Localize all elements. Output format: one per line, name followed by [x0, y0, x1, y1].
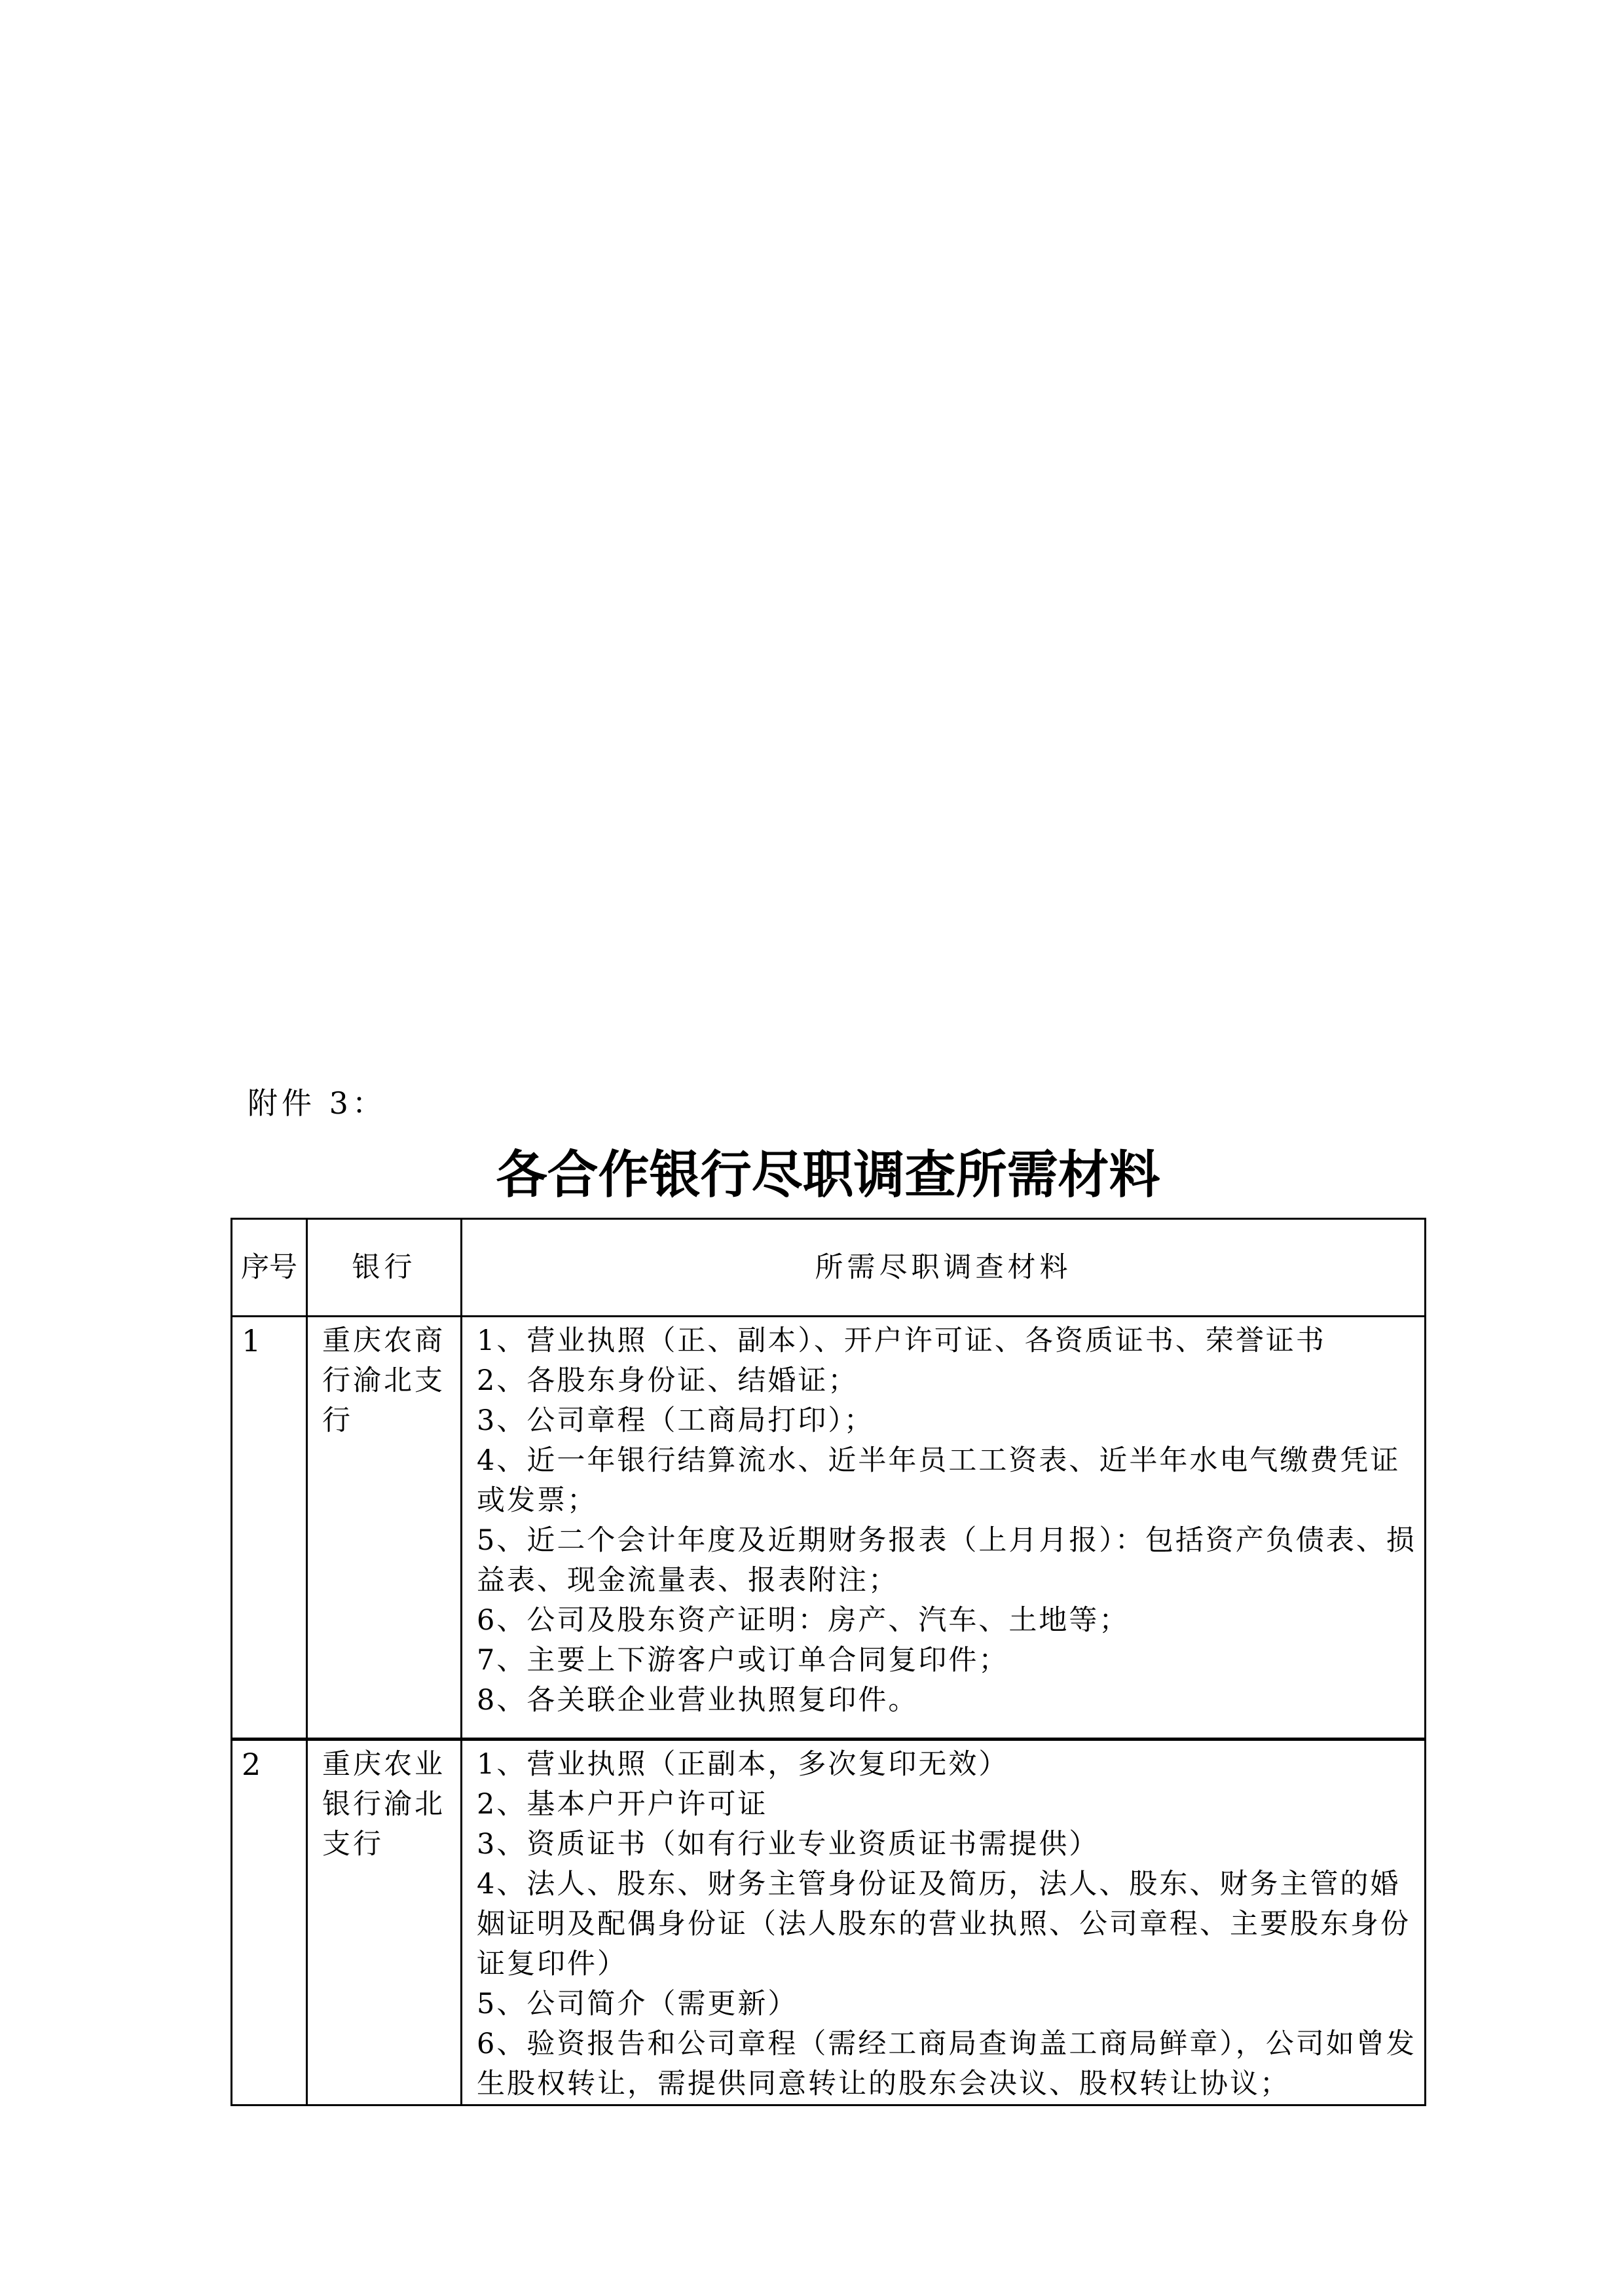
material-item: 3、公司章程（工商局打印）；: [477, 1404, 874, 1437]
attachment-label: 附件 3：: [248, 1085, 386, 1121]
material-item: 8、各关联企业营业执照复印件。: [477, 1684, 919, 1717]
material-item: 3、资质证书（如有行业专业资质证书需提供）: [477, 1828, 1099, 1861]
header-materials: 所需尽职调查材料: [462, 1219, 1426, 1317]
row-seq: 2: [232, 1740, 307, 2105]
header-seq: 序号: [232, 1219, 307, 1317]
material-item: 2、各股东身份证、结婚证；: [477, 1364, 858, 1397]
material-item: 6、验资报告和公司章程（需经工商局查询盖工商局鲜章），公司如曾发生股权转让，需提供同意转让的股东会决议、股权转让协议；: [477, 2028, 1416, 2100]
due-diligence-materials-table: [231, 1218, 1426, 2106]
table-header-row: [232, 1219, 1426, 1317]
table-row: [232, 1317, 1426, 1740]
document-title: 各合作银行尽职调查所需材料: [496, 1146, 1160, 1205]
material-item: 2、基本户开户许可证: [477, 1788, 768, 1821]
header-bank: 银行: [307, 1219, 462, 1317]
material-item: 1、营业执照（正、副本）、开户许可证、各资质证书、荣誉证书: [477, 1324, 1326, 1357]
material-item: 5、公司简介（需更新）: [477, 1988, 798, 2020]
row-bank: 重庆农业银行渝北支行: [307, 1740, 462, 2105]
row-materials: [462, 1740, 1426, 2105]
material-item: 5、近二个会计年度及近期财务报表（上月月报）：包括资产负债表、损益表、现金流量表、报表附注；: [477, 1524, 1416, 1597]
material-item: 4、法人、股东、财务主管身份证及简历，法人、股东、财务主管的婚姻证明及配偶身份证（法人股东的营业执照、公司章程、主要股东身份证复印件）: [477, 1868, 1411, 1980]
row-materials: [462, 1317, 1426, 1740]
material-item: 1、营业执照（正副本，多次复印无效）: [477, 1748, 1009, 1781]
material-item: 6、公司及股东资产证明：房产、汽车、土地等；: [477, 1604, 1130, 1637]
material-item: 4、近一年银行结算流水、近半年员工工资表、近半年水电气缴费凭证或发票；: [477, 1444, 1401, 1517]
material-item: 7、主要上下游客户或订单合同复印件；: [477, 1644, 1009, 1677]
table-row: [232, 1740, 1426, 2105]
row-seq: 1: [232, 1317, 307, 1740]
row-bank: 重庆农商行渝北支行: [307, 1317, 462, 1740]
